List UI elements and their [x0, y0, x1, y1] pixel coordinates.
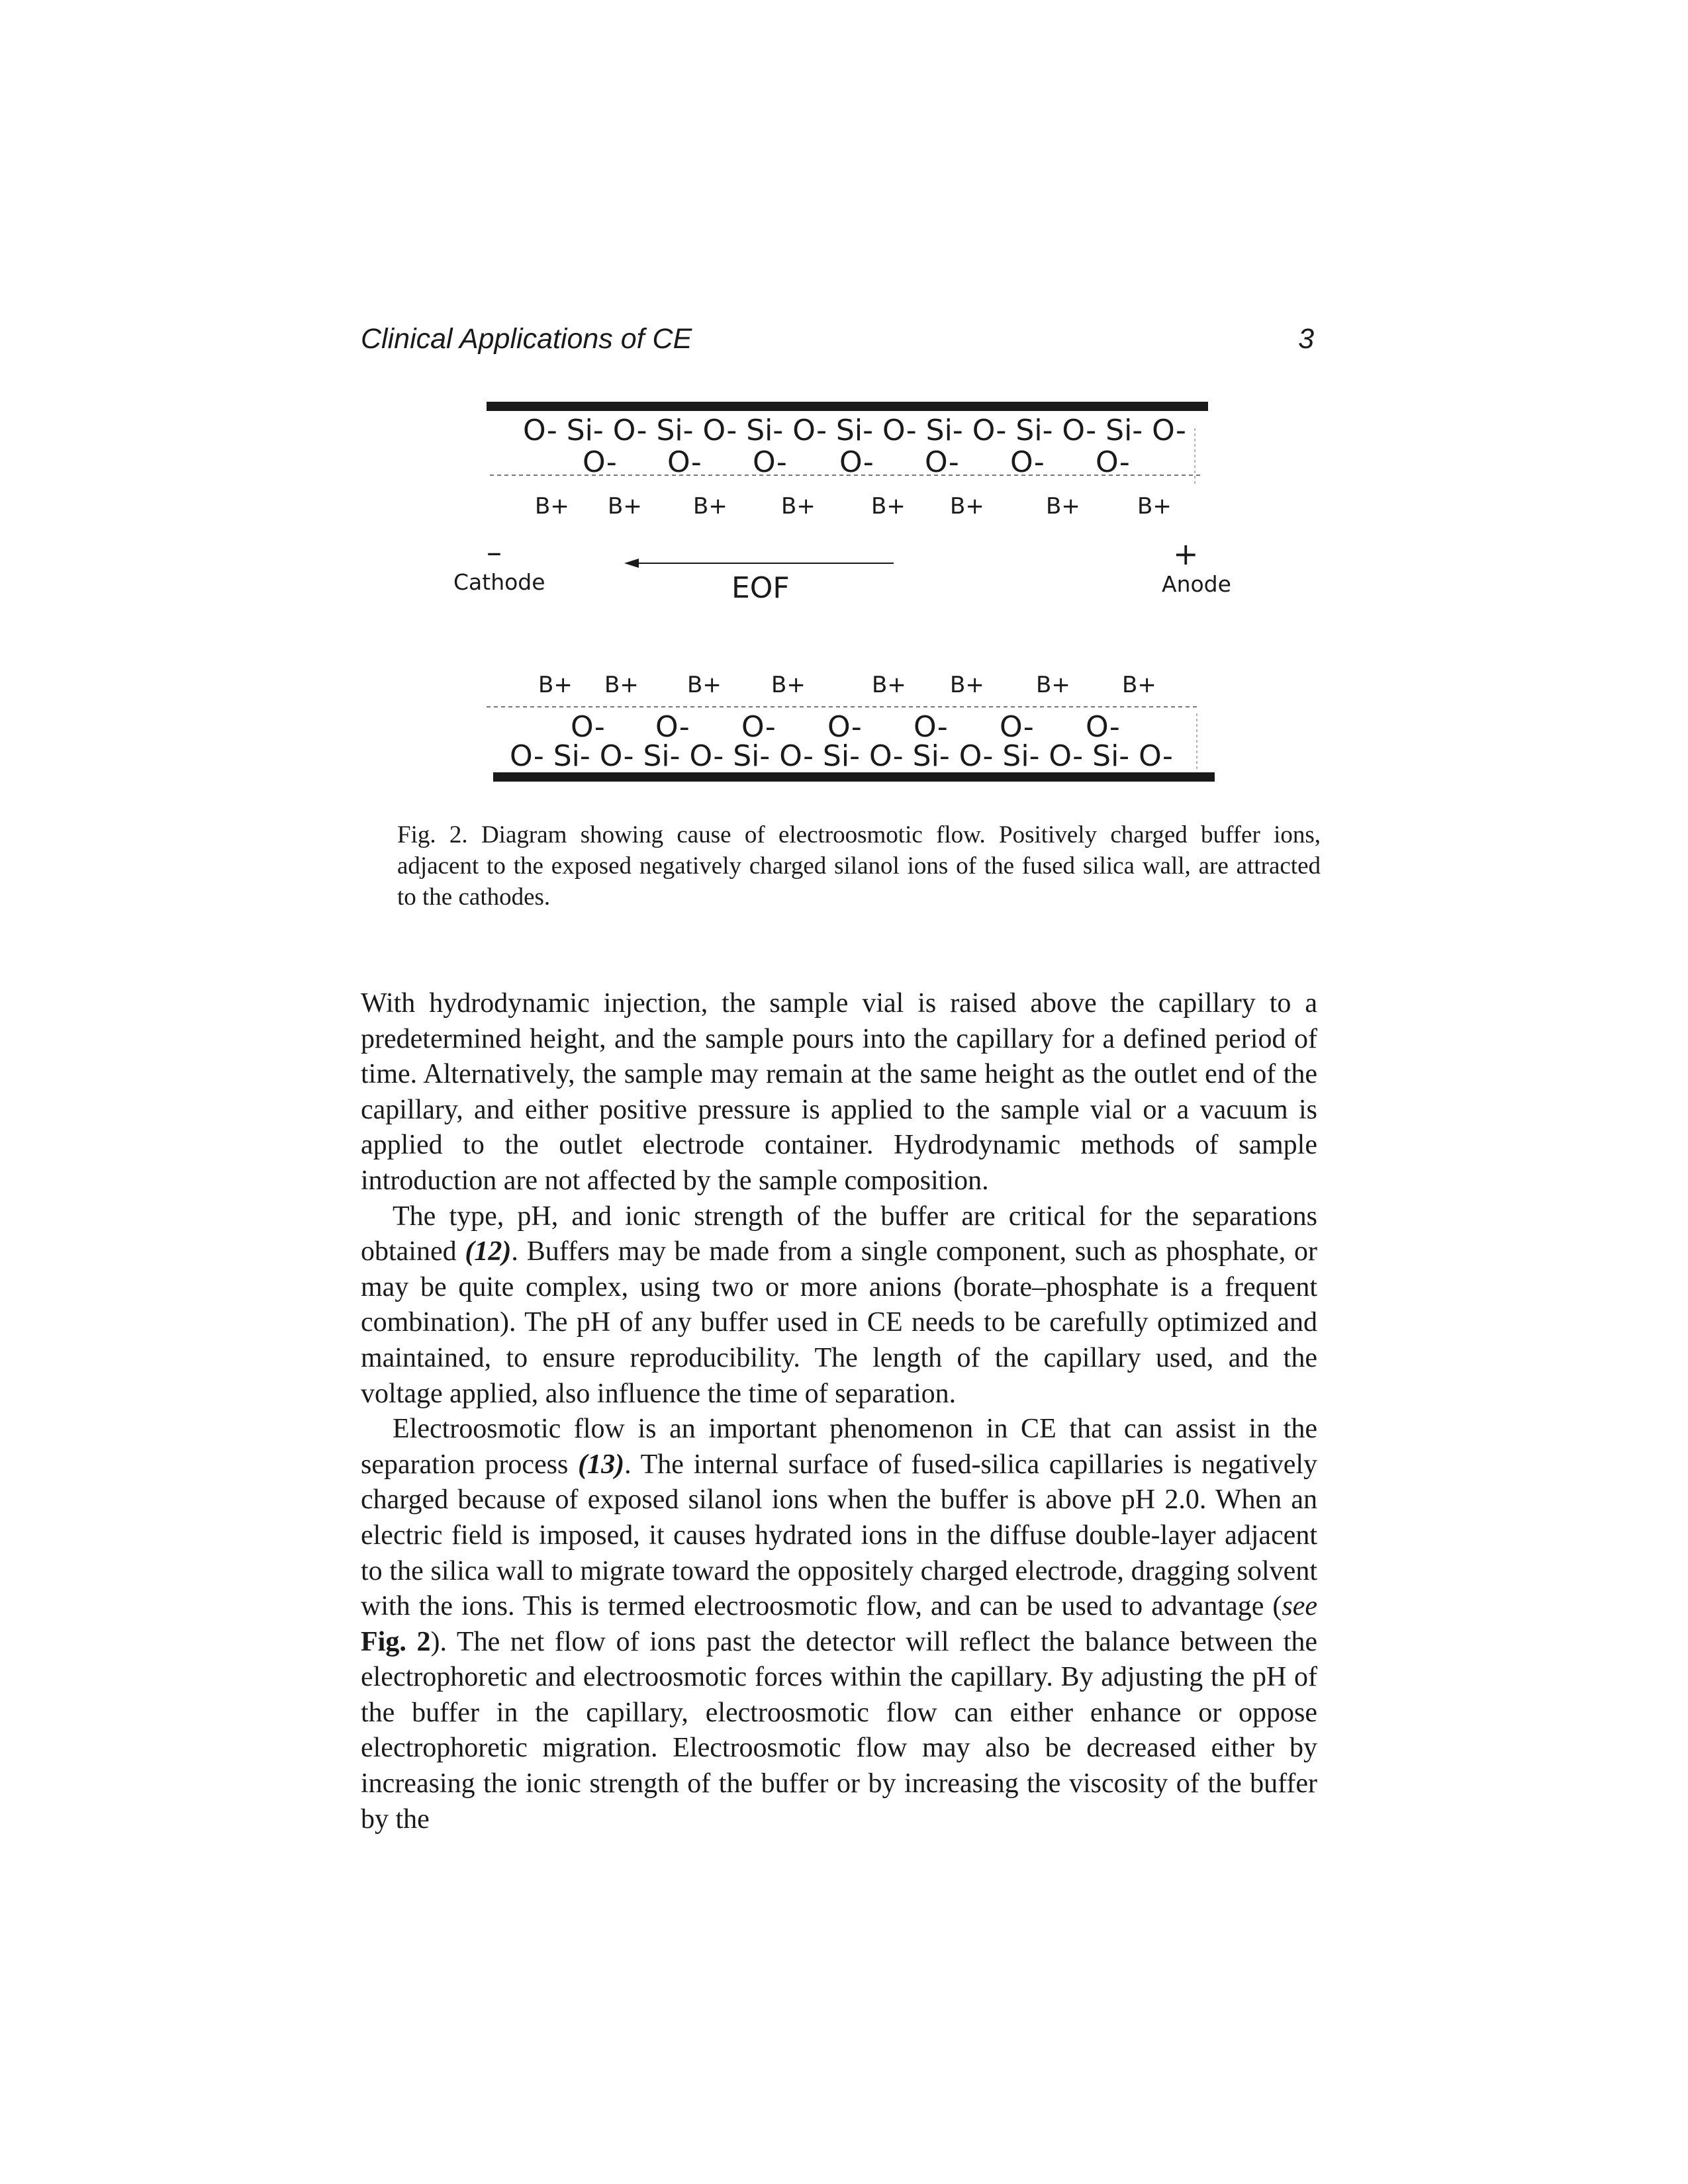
page-number: 3 — [1298, 323, 1314, 355]
paragraph-text: The type, pH, and ionic strength of the buffer are critical for the separations obtained — [361, 1201, 1317, 1267]
bottom-oxygen: O- — [1086, 710, 1120, 744]
bottom-oxygen: O- — [571, 710, 605, 744]
paragraph-hydrodynamic-injection: With hydrodynamic injection, the sample vial is raised above the capillary to a predetermined height, and the sample pours into the capillary for a defined period of time. Alternatively, the sample may remain at the same height as the outlet end of the capillary, and either positive pressure is applied to the sample vial or a vacuum is applied to the outlet electrode container. Hydrodynamic methods of sample introduction are not affected by the sample composition. — [361, 988, 1317, 1196]
bottom-buffer-ion: B+ — [1036, 672, 1070, 698]
top-oxygen: O- — [839, 445, 874, 479]
bottom-buffer-ion: B+ — [771, 672, 806, 698]
top-oxygen: O- — [667, 445, 702, 479]
bottom-oxygen: O- — [1000, 710, 1034, 744]
anode-sign: + — [1173, 536, 1199, 572]
top-silica-chain: O- Si- O- Si- O- Si- O- Si- O- Si- O- Si- O- Si- O- — [523, 414, 1186, 447]
see-word: see — [1282, 1591, 1317, 1622]
anode-label: Anode — [1162, 571, 1231, 597]
running-title: Clinical Applications of CE — [361, 323, 692, 355]
bottom-wall-bar — [493, 772, 1215, 782]
reference-13: (13) — [578, 1449, 625, 1480]
eof-arrow-head — [624, 559, 639, 568]
top-buffer-ion: B+ — [871, 493, 906, 520]
top-buffer-ion: B+ — [693, 493, 727, 520]
paragraph-text: ). The net flow of ions past the detector will reflect the balance between the electrophoretic and electroosmotic forces within the capillary. By adjusting the pH of the buffer in the capillary, electroosmotic flow can either enhance or oppose electrophoretic migration. Electroosmotic flow may also be decreased either by increasing the ionic strength of the buffer or by increasing the viscosity of the buffer by the — [361, 1626, 1318, 1835]
top-oxygen: O- — [1096, 445, 1130, 479]
top-buffer-ion: B+ — [1137, 493, 1172, 520]
bottom-oxygen: O- — [827, 710, 862, 744]
cathode-label: Cathode — [453, 569, 545, 595]
paragraph-buffer — [361, 1199, 1317, 1412]
eof-label: EOF — [731, 571, 790, 605]
top-oxygen: O- — [583, 445, 617, 479]
figure-eof-diagram — [437, 387, 1258, 797]
paragraph-text: . Buffers may be made from a single component, such as phosphate, or may be quite complex, using two or more anions (borate–phosphate is a frequent combination). The pH of any buffer used in CE needs to be carefully optimized and maintained, to ensure reproducibility. The length of the capillary used, and the voltage applied, also influence the time of separation. — [361, 1236, 1317, 1409]
bottom-buffer-ion: B+ — [687, 672, 722, 698]
figure-reference: Fig. 2 — [361, 1626, 431, 1657]
top-oxygen: O- — [925, 445, 959, 479]
top-buffer-ion: B+ — [950, 493, 984, 520]
cathode-sign: – — [487, 534, 502, 570]
top-oxygen: O- — [1010, 445, 1045, 479]
paragraph-text: Electroosmotic flow is an important phenomenon in CE that can assist in the separation process — [361, 1414, 1317, 1480]
bottom-buffer-ion: B+ — [604, 672, 639, 698]
bottom-oxygen: O- — [741, 710, 776, 744]
figure-caption — [397, 819, 1321, 913]
paragraph-text: . The internal surface of fused-silica capillaries is negatively charged because of exposed silanol ions when the buffer is above pH 2.0. When an electric field is imposed, it causes hydrated ions in the diffuse double-layer adjacent to the silica wall to migrate toward the oppositely charged electrode, dragging solvent with the ions. This is termed electroosmotic flow, and can be used to advantage ( — [361, 1449, 1318, 1622]
top-wall-bar — [487, 402, 1208, 411]
bottom-oxygen: O- — [655, 710, 690, 744]
top-oxygen: O- — [753, 445, 787, 479]
paragraph-electroosmotic-flow — [361, 1412, 1317, 1837]
bottom-buffer-ion: B+ — [1122, 672, 1156, 698]
top-buffer-ion: B+ — [781, 493, 816, 520]
bottom-buffer-ion: B+ — [950, 672, 984, 698]
bottom-silica-chain: O- Si- O- Si- O- Si- O- Si- O- Si- O- Si- O- Si- O- — [510, 739, 1173, 773]
bottom-buffer-ion: B+ — [538, 672, 573, 698]
top-buffer-ion: B+ — [535, 493, 569, 520]
running-head — [361, 311, 1314, 364]
caption-text: Diagram showing cause of electroosmotic flow. Positively charged buffer ions, adjacent to the exposed negatively charged silanol ions of the fused silica wall, are attracted to the cathodes. — [397, 821, 1321, 911]
reference-12: (12) — [465, 1236, 512, 1267]
caption-label: Fig. 2. — [397, 821, 468, 848]
top-buffer-ion: B+ — [1046, 493, 1080, 520]
body-text — [361, 986, 1317, 1837]
bottom-oxygen: O- — [914, 710, 948, 744]
bottom-buffer-ion: B+ — [872, 672, 906, 698]
top-buffer-ion: B+ — [608, 493, 642, 520]
